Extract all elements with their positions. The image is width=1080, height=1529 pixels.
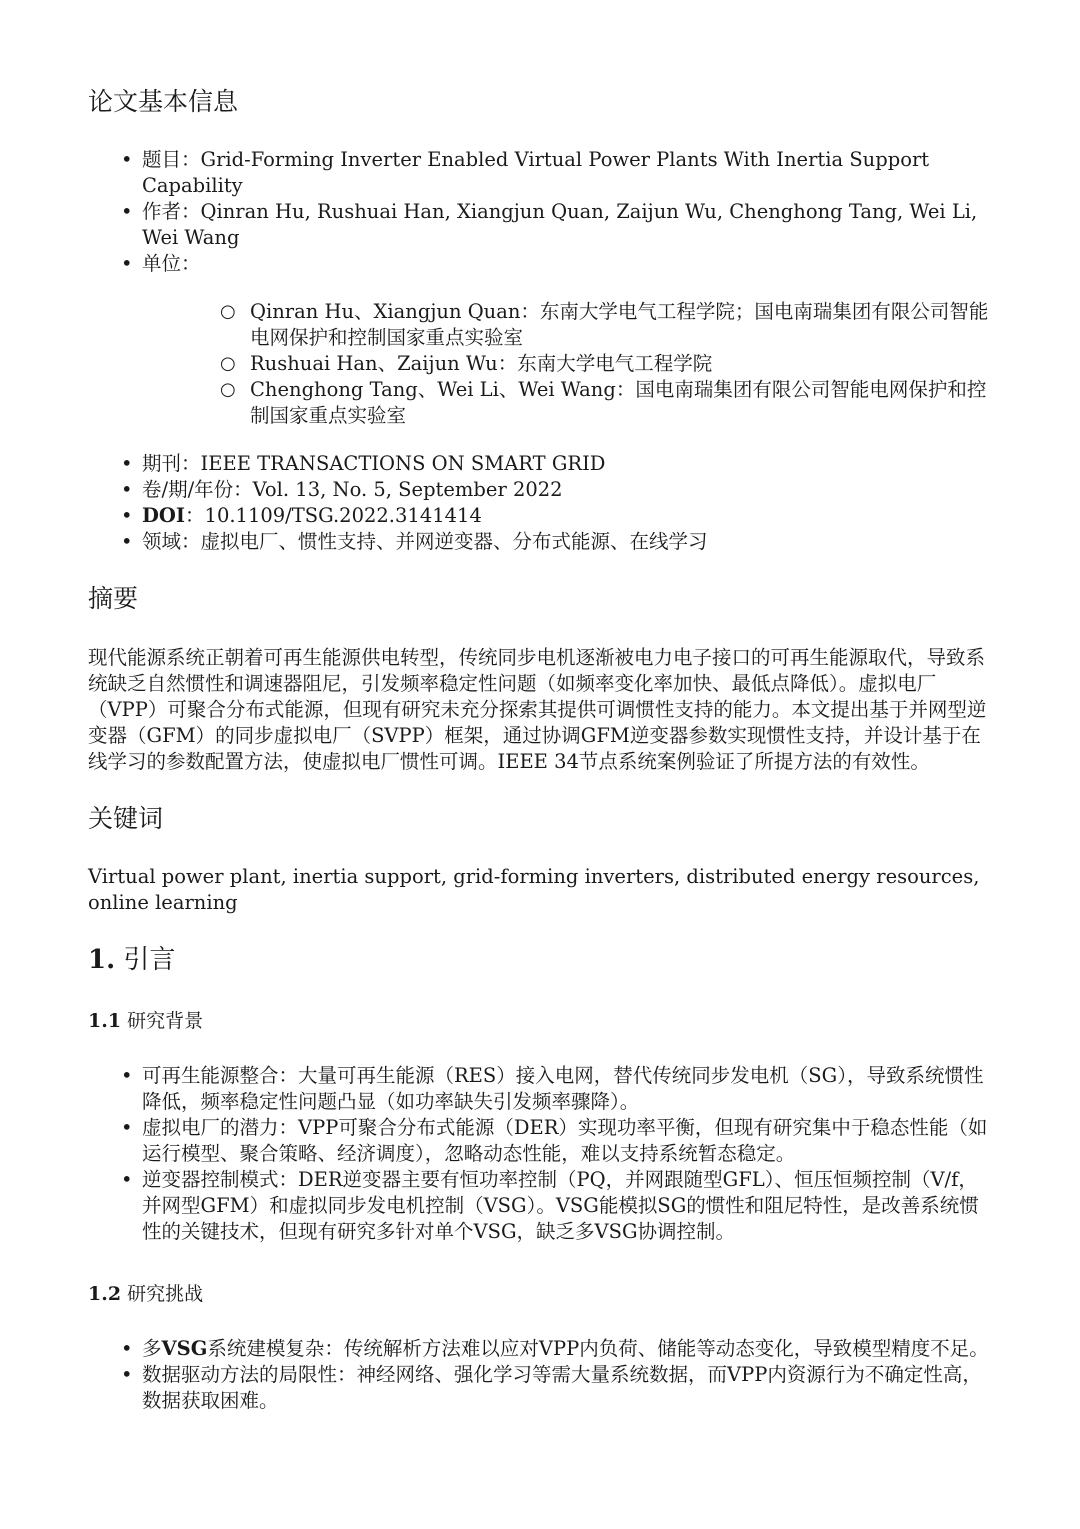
affiliation-item: ○ Rushuai Han、Zaijun Wu：东南大学电气工程学院 [142,351,992,377]
section-heading-abstract: 摘要 [88,584,139,614]
keywords-text: Virtual power plant, inertia support, grid-forming inverters, distributed energy resources, online learning [88,864,980,914]
basic-info-list [88,147,992,555]
affiliation-item: ○ Chenghong Tang、Wei Li、Wei Wang：国电南瑞集团有限公司智能电网保护和控制国家重点实验室 [142,377,992,429]
affiliation-item: ○ Qinran Hu、Xiangjun Quan：东南大学电气工程学院；国电南瑞集团有限公司智能电网保护和控制国家重点实验室 [142,299,992,351]
challenges-list [88,1336,992,1414]
list-item-authors: • 作者：Qinran Hu, Rushuai Han, Xiangjun Quan, Zaijun Wu, Chenghong Tang, Wei Li, Wei Wang [88,199,992,251]
list-item: • 数据驱动方法的局限性：神经网络、强化学习等需大量系统数据，而VPP内资源行为不确定性高，数据获取困难。 [88,1362,992,1414]
section-heading-introduction: 1. 引言 [88,944,176,975]
list-item-title: • 题目：Grid-Forming Inverter Enabled Virtual Power Plants With Inertia Support Capability [88,147,992,199]
section-heading-keywords: 关键词 [88,803,164,833]
paper-authors: Qinran Hu, Rushuai Han, Xiangjun Quan, Zaijun Wu, Chenghong Tang, Wei Li, Wei Wang [142,200,978,250]
abstract-text: 现代能源系统正朝着可再生能源供电转型，传统同步电机逐渐被电力电子接口的可再生能源取代，导致系统缺乏自然惯性和调速器阻尼，引发频率稳定性问题（如频率变化率加快、最低点降低）。虚拟电厂（VPP）可聚合分布式能源，但现有研究未充分探索其提供可调惯性支持的能力。本文提出基于并网型逆变器（GFM）的同步虚拟电厂（SVPP）框架，通过协调GFM逆变器参数实现惯性支持，并设计基于在线学习的参数配置方法，使虚拟电厂惯性可调。IEEE 34节点系统案例验证了所提方法的有效性。 [88,645,987,773]
list-item-journal: • 期刊：IEEE TRANSACTIONS ON SMART GRID [88,451,992,477]
list-item: • 多VSG系统建模复杂：传统解析方法难以应对VPP内负荷、储能等动态变化，导致模型精度不足。 [88,1336,992,1362]
background-list [88,1063,992,1245]
list-item-doi: • DOI：10.1109/TSG.2022.3141414 [88,503,992,529]
list-item-volume: • 卷/期/年份：Vol. 13, No. 5, September 2022 [88,477,992,503]
list-item: • 逆变器控制模式：DER逆变器主要有恒功率控制（PQ，并网跟随型GFL）、恒压恒频控制（V/f，并网型GFM）和虚拟同步发电机控制（VSG）。VSG能模拟SG的惯性和阻尼特性，是改善系统惯性的关键技术，但现有研究多针对单个VSG，缺乏多VSG协调控制。 [88,1167,992,1245]
subsection-heading-challenges: 1.2 研究挑战 [88,1283,204,1306]
subsection-heading-background: 1.1 研究背景 [88,1010,204,1033]
list-item: • 虚拟电厂的潜力：VPP可聚合分布式能源（DER）实现功率平衡，但现有研究集中于稳态性能（如运行模型、聚合策略、经济调度），忽略动态性能，难以支持系统暂态稳定。 [88,1115,992,1167]
list-item: • 可再生能源整合：大量可再生能源（RES）接入电网，替代传统同步发电机（SG），导致系统惯性降低，频率稳定性问题凸显（如功率缺失引发频率骤降）。 [88,1063,992,1115]
list-item-field: • 领域：虚拟电厂、惯性支持、并网逆变器、分布式能源、在线学习 [88,529,992,555]
affiliation-list [142,299,992,429]
section-heading-basic-info: 论文基本信息 [88,87,239,116]
paper-title: Grid-Forming Inverter Enabled Virtual Power Plants With Inertia Support Capability [142,148,930,198]
list-item-affiliations: • 单位： ○ Qinran Hu、Xiangjun Quan：东南大学电气工程学院；国电南瑞集团有限公司智能电网保护和控制国家重点实验室 ○ Rushuai Han、Zaijun Wu：东南大学电气工程学院 ○ Chenghong Tang、Wei Li、Wei Wang：国电南瑞集团有限公司智能电网保护和控制国家重点实验室 [88,251,992,429]
